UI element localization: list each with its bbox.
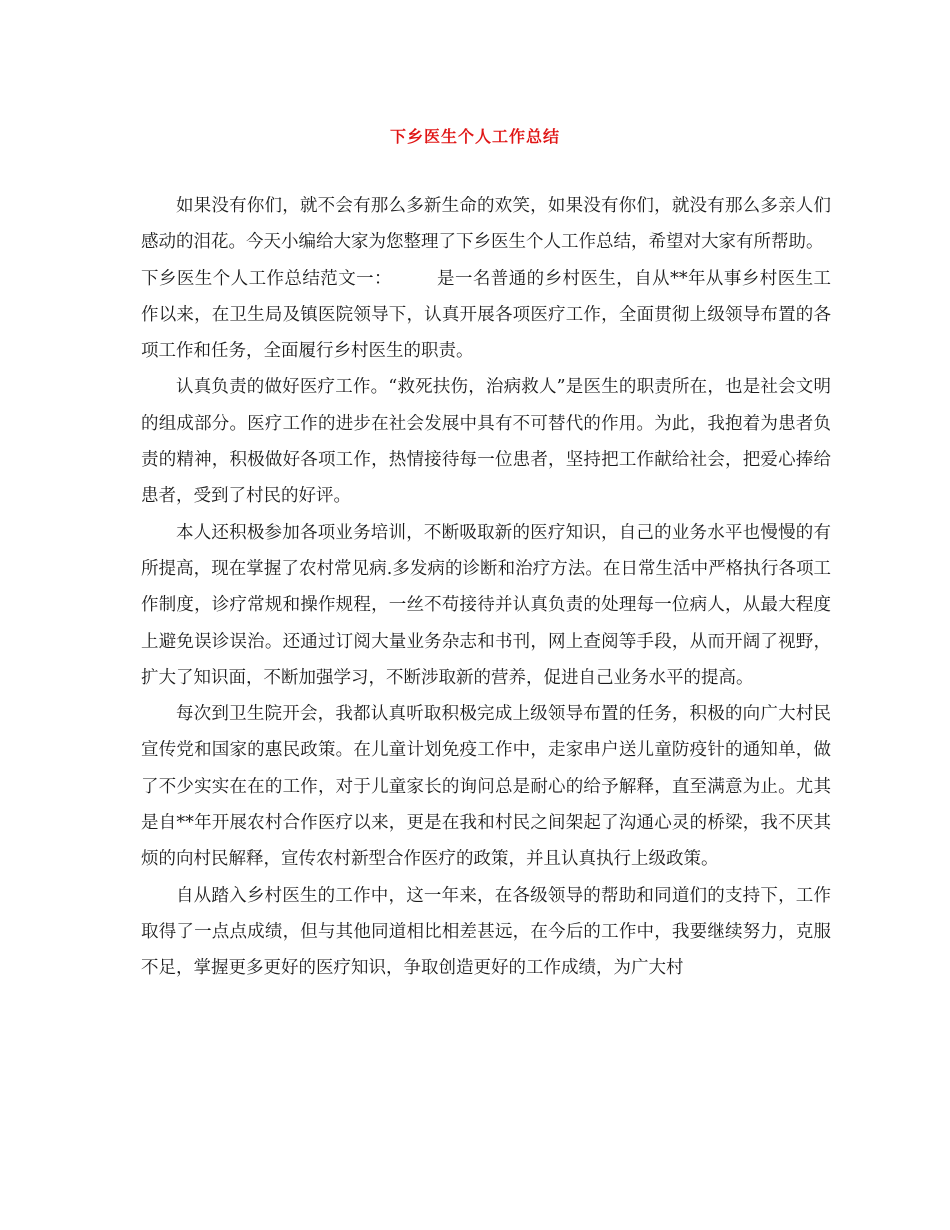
sample-one-paragraph: 下乡医生个人工作总结范文一： 是一名普通的乡村医生，自从**年从事乡村医生工作以来，在卫生局及镇医院领导下，认真开展各项医疗工作，全面贯彻上级领导布置的各项工作和任务，全面履行乡村医生的职责。 <box>141 268 831 362</box>
intro-paragraph: 如果没有你们，就不会有那么多新生命的欢笑，如果没有你们，就没有那么多亲人们感动的泪花。今天小编给大家为您整理了下乡医生个人工作总结，希望对大家有所帮助。 <box>141 196 831 253</box>
meeting-paragraph: 每次到卫生院开会，我都认真听取积极完成上级领导布置的任务，积极的向广大村民宣传党和国家的惠民政策。在儿童计划免疫工作中，走家串户送儿童防疫针的通知单，做了不少实实在在的工作，对于儿童家长的询问总是耐心的给予解释，直至满意为止。尤其是自**年开展农村合作医疗以来，更是在我和村民之间架起了沟通心灵的桥梁，我不厌其烦的向村民解释，宣传农村新型合作医疗的政策，并且认真执行上级政策。 <box>141 704 831 870</box>
medical-work-paragraph: 认真负责的做好医疗工作。“救死扶伤，治病救人”是医生的职责所在，也是社会文明的组成部分。医疗工作的进步在社会发展中具有不可替代的作用。为此，我抱着为患者负责的精神，积极做好各项工作，热情接待每一位患者，坚持把工作献给社会，把爱心捧给患者，受到了村民的好评。 <box>141 377 831 507</box>
conclusion-paragraph: 自从踏入乡村医生的工作中，这一年来，在各级领导的帮助和同道们的支持下，工作取得了一点点成绩，但与其他同道相比相差甚远，在今后的工作中，我要继续努力，克服不足，掌握更多更好的医疗知识，争取创造更好的工作成绩，为广大村 <box>141 885 831 979</box>
training-paragraph: 本人还积极参加各项业务培训，不断吸取新的医疗知识，自己的业务水平也慢慢的有所提高，现在掌握了农村常见病.多发病的诊断和治疗方法。在日常生活中严格执行各项工作制度，诊疗常规和操作规程，一丝不苟接待并认真负责的处理每一位病人，从最大程度上避免误诊误治。还通过订阅大量业务杂志和书刊，网上查阅等手段，从而开阔了视野，扩大了知识面，不断加强学习，不断涉取新的营养，促进自己业务水平的提高。 <box>141 522 831 688</box>
document-title: 下乡医生个人工作总结 <box>389 127 560 146</box>
document-body <box>141 188 831 987</box>
